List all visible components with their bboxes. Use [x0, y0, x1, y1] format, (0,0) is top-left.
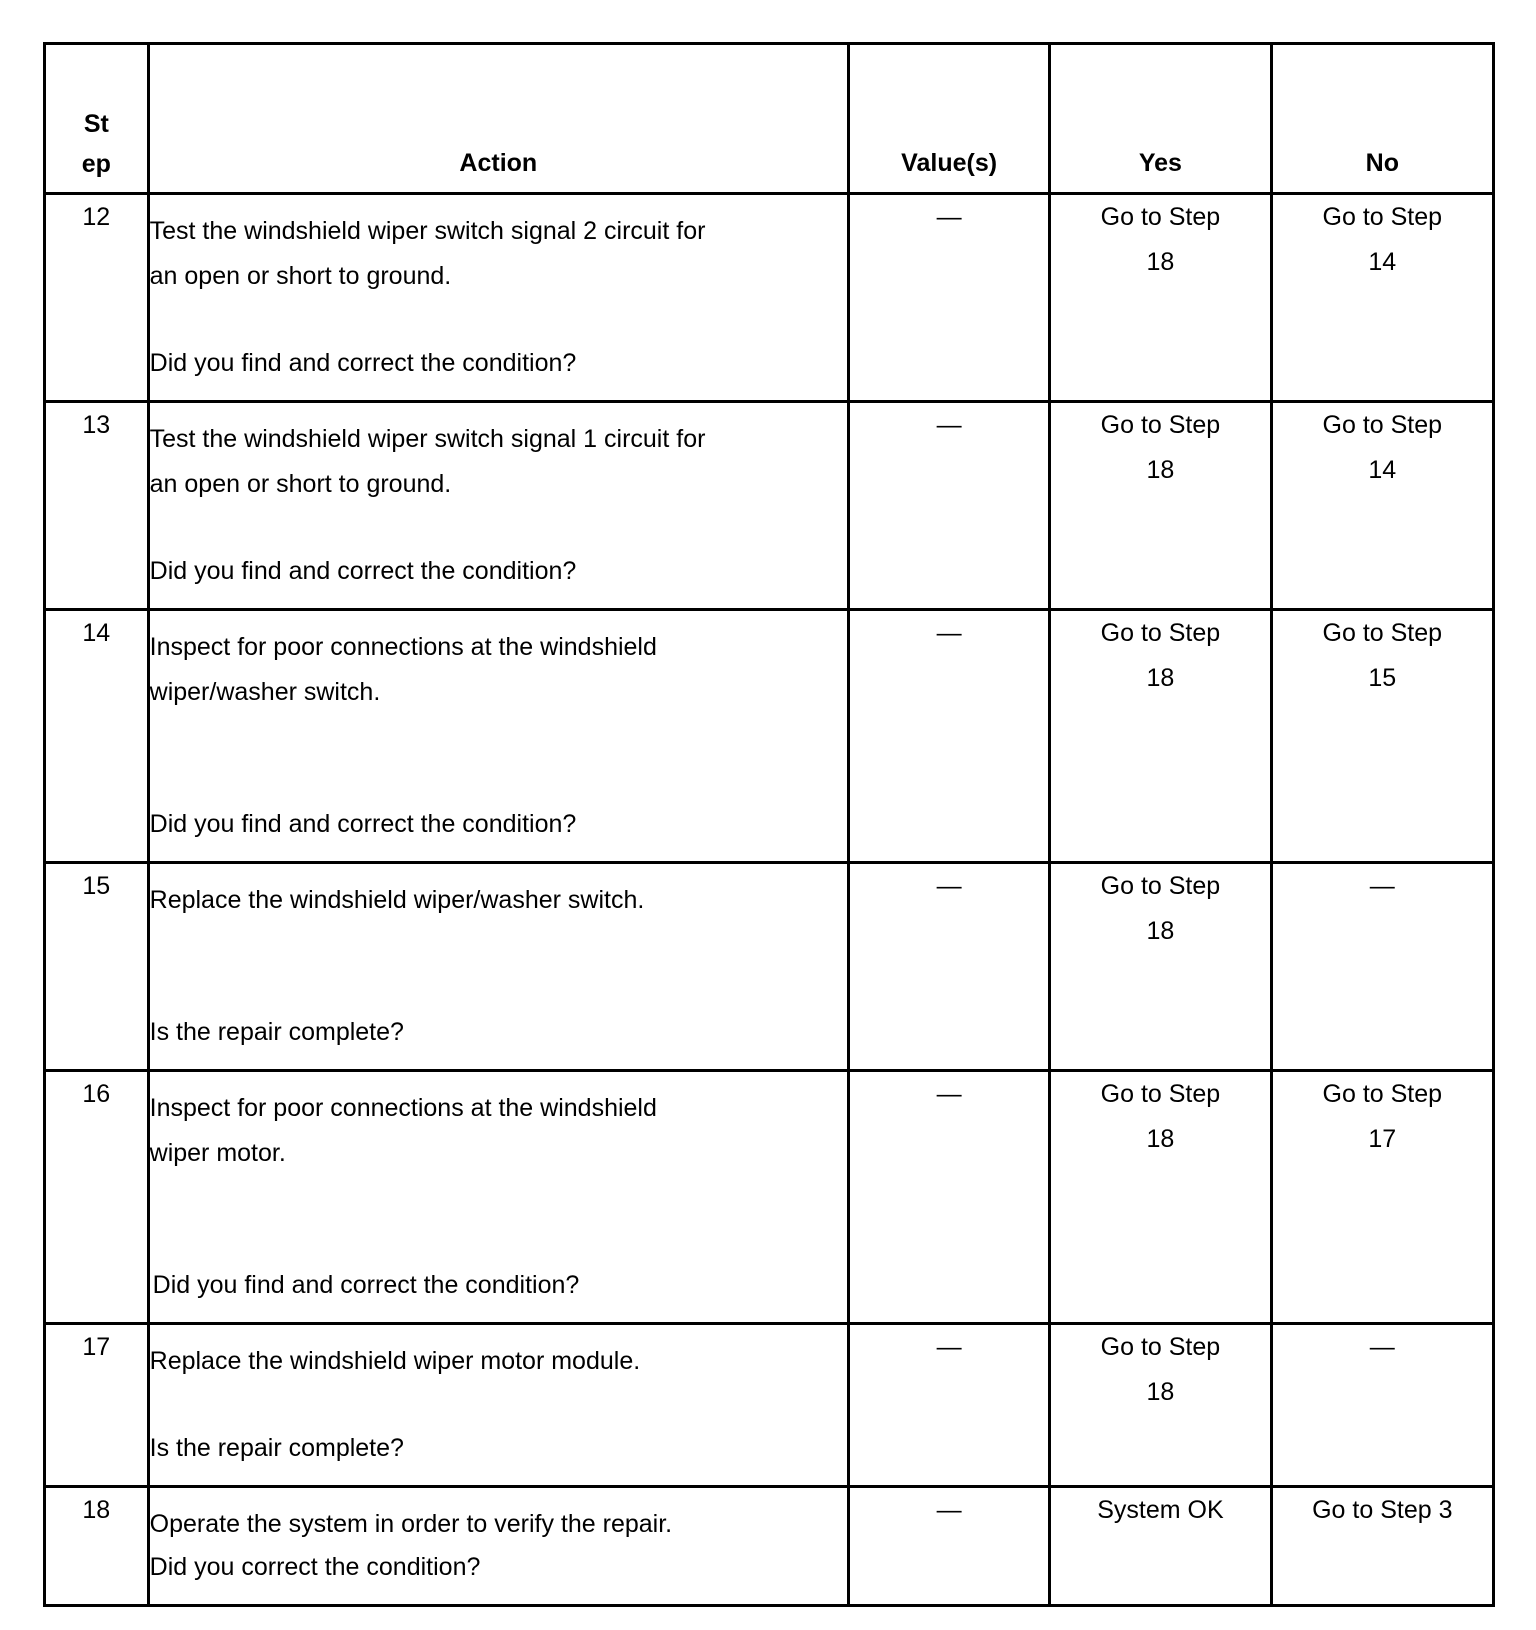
action-question: Did you find and correct the condition?	[149, 810, 577, 838]
action-question: Did you correct the condition?	[149, 1553, 481, 1581]
action-instruction: Test the windshield wiper switch signal 2 circuit for an open or short to ground.	[149, 217, 706, 290]
no-text: Go to Step 14	[1322, 203, 1443, 276]
table-row	[45, 1071, 1494, 1324]
action-question: Did you find and correct the condition?	[149, 557, 577, 585]
value-cell: —	[848, 1071, 1049, 1324]
diagnostic-table	[43, 42, 1495, 1607]
no-cell	[1271, 610, 1493, 863]
value-cell: —	[848, 863, 1049, 1071]
yes-text: Go to Step 18	[1100, 203, 1221, 276]
yes-text: Go to Step 18	[1100, 619, 1221, 692]
no-cell	[1271, 1071, 1493, 1324]
action-cell	[148, 863, 848, 1071]
header-step	[45, 44, 149, 194]
no-cell: —	[1271, 1324, 1493, 1487]
header-step-label: St ep	[81, 110, 111, 178]
action-instruction: Replace the windshield wiper/washer switch.	[149, 886, 645, 914]
no-cell: —	[1271, 863, 1493, 1071]
table-row	[45, 863, 1494, 1071]
step-number: 17	[45, 1324, 149, 1487]
action-instruction: Inspect for poor connections at the windshield wiper/washer switch.	[149, 633, 657, 706]
yes-cell	[1050, 1324, 1271, 1487]
action-cell	[148, 1487, 848, 1606]
action-cell	[148, 1324, 848, 1487]
step-number: 18	[45, 1487, 149, 1606]
yes-cell: System OK	[1050, 1487, 1271, 1606]
value-cell: —	[848, 610, 1049, 863]
action-instruction: Replace the windshield wiper motor module.	[149, 1347, 641, 1375]
no-cell	[1271, 194, 1493, 402]
yes-text: Go to Step 18	[1100, 872, 1221, 945]
yes-cell	[1050, 610, 1271, 863]
yes-cell	[1050, 1071, 1271, 1324]
yes-cell	[1050, 194, 1271, 402]
action-question: Did you find and correct the condition?	[149, 349, 577, 377]
no-cell	[1271, 402, 1493, 610]
step-number: 12	[45, 194, 149, 402]
table-row	[45, 1487, 1494, 1606]
yes-cell	[1050, 402, 1271, 610]
action-cell	[148, 1071, 848, 1324]
header-values: Value(s)	[848, 44, 1049, 194]
action-cell	[148, 402, 848, 610]
action-instruction: Test the windshield wiper switch signal 1 circuit for an open or short to ground.	[149, 425, 706, 498]
table-row	[45, 1324, 1494, 1487]
step-number: 15	[45, 863, 149, 1071]
yes-text: Go to Step 18	[1100, 411, 1221, 484]
action-question: Is the repair complete?	[149, 1434, 404, 1462]
no-cell: Go to Step 3	[1271, 1487, 1493, 1606]
value-cell: —	[848, 402, 1049, 610]
value-cell: —	[848, 1324, 1049, 1487]
action-question: Did you find and correct the condition?	[152, 1271, 580, 1299]
action-cell	[148, 610, 848, 863]
step-number: 14	[45, 610, 149, 863]
action-question: Is the repair complete?	[149, 1018, 404, 1046]
yes-cell	[1050, 863, 1271, 1071]
value-cell: —	[848, 1487, 1049, 1606]
yes-text: Go to Step 18	[1100, 1080, 1221, 1153]
step-number: 16	[45, 1071, 149, 1324]
table-row	[45, 610, 1494, 863]
header-yes: Yes	[1050, 44, 1271, 194]
header-row	[45, 44, 1494, 194]
yes-text: Go to Step 18	[1100, 1333, 1221, 1406]
no-text: Go to Step 17	[1322, 1080, 1443, 1153]
value-cell: —	[848, 194, 1049, 402]
no-text: Go to Step 14	[1322, 411, 1443, 484]
header-action: Action	[148, 44, 848, 194]
action-instruction: Inspect for poor connections at the windshield wiper motor.	[149, 1094, 657, 1167]
action-cell	[148, 194, 848, 402]
header-no: No	[1271, 44, 1493, 194]
no-text: Go to Step 15	[1322, 619, 1443, 692]
action-instruction: Operate the system in order to verify the repair.	[149, 1510, 673, 1538]
step-number: 13	[45, 402, 149, 610]
table-row	[45, 402, 1494, 610]
table-row	[45, 194, 1494, 402]
